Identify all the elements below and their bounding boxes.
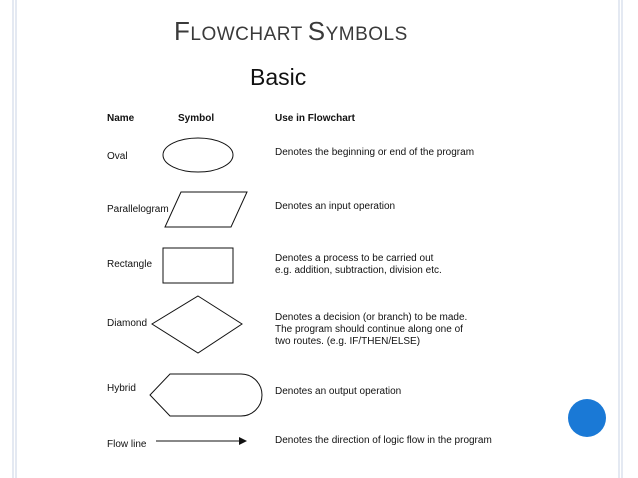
accent-circle xyxy=(568,399,606,437)
header-name: Name xyxy=(107,113,135,124)
use-line: Denotes an output operation xyxy=(275,386,402,397)
title-letter: F xyxy=(174,16,191,46)
use-line: Denotes the beginning or end of the program xyxy=(275,147,475,158)
oval-symbol xyxy=(163,138,233,172)
use-line: The program should continue along one of xyxy=(275,324,463,335)
hybrid-symbol xyxy=(150,374,262,416)
use-line: Denotes an input operation xyxy=(275,201,396,212)
row-name-diamond: Diamond xyxy=(107,318,148,329)
use-line: Denotes a process to be carried out xyxy=(275,253,434,264)
title-word: LOWCHART xyxy=(190,24,303,45)
use-line: Denotes a decision (or branch) to be made. xyxy=(275,312,468,323)
parallelogram-symbol xyxy=(165,192,247,227)
title-word: YMBOLS xyxy=(325,24,408,45)
use-line: two routes. (e.g. IF/THEN/ELSE) xyxy=(275,336,421,347)
header-use: Use in Flowchart xyxy=(275,113,356,124)
rectangle-symbol xyxy=(163,248,233,283)
row-name-oval: Oval xyxy=(107,151,128,162)
header-symbol: Symbol xyxy=(178,113,215,124)
row-name-hybrid: Hybrid xyxy=(107,383,136,394)
use-line: e.g. addition, subtraction, division etc. xyxy=(275,265,442,276)
row-name-parallelogram: Parallelogram xyxy=(107,204,169,215)
slide-subtitle: Basic xyxy=(250,64,307,90)
diamond-symbol xyxy=(152,296,242,353)
title-letter: S xyxy=(307,16,326,46)
row-name-flow-line: Flow line xyxy=(107,439,147,450)
row-name-rectangle: Rectangle xyxy=(107,259,153,270)
use-line: Denotes the direction of logic flow in the program xyxy=(275,435,492,446)
